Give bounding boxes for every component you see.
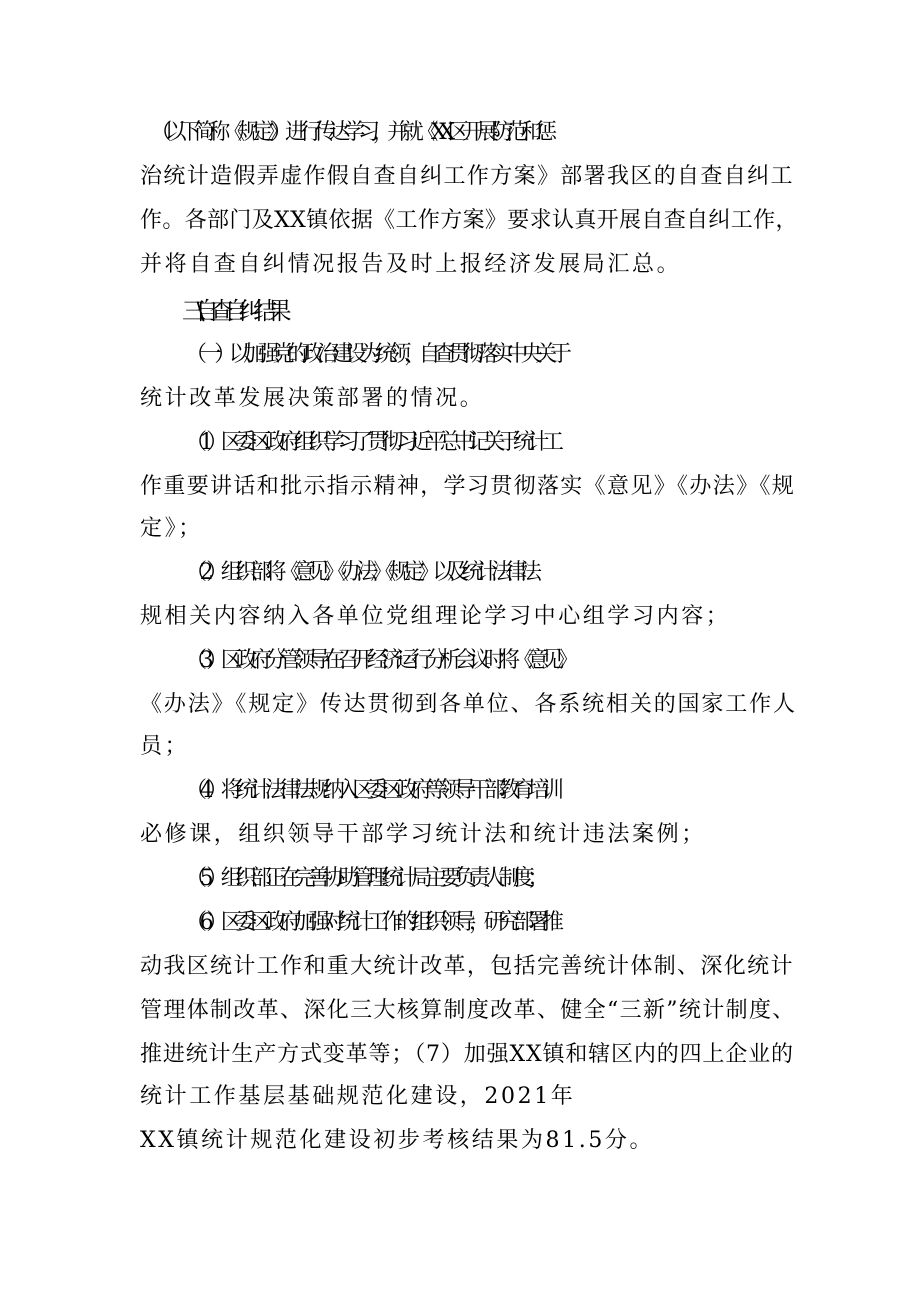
- paragraph-start: （5）组织部正在完善协助管理统计局主要负责人制度；: [185, 866, 542, 891]
- text-line: 作重要讲话和批示指示精神，学习贯彻落实《意见》《办法》《规: [140, 474, 796, 499]
- text-line: 统计改革发展决策部署的情况。: [140, 386, 485, 411]
- text-line: XX镇统计规范化建设初步考核结果为81.5分。: [140, 1128, 655, 1153]
- section-heading: 三\自查自纠结果: [182, 297, 283, 325]
- paragraph-start: （3）区政府分管领导在召开经济运行分析会议时将《意见》: [185, 648, 572, 673]
- text-line: 员；: [140, 734, 190, 759]
- paragraph-start: （一）以加强党的政治建设为统领，自查贯彻落实中央关于: [185, 342, 565, 367]
- text-line: （以下简称《规定》）进行传达学习，并就《XX区开展防范和惩: [150, 120, 550, 145]
- text-line: 规相关内容纳入各单位党组理论学习中心组学习内容；: [140, 604, 731, 629]
- text-line: 作。各部门及XX镇依据《工作方案》要求认真开展自查自纠工作，: [140, 208, 798, 233]
- text-line: 动我区统计工作和重大统计改革，包括完善统计体制、深化统计: [140, 954, 794, 979]
- text-line: 并将自查自纠情况报告及时上报经济发展局汇总。: [140, 252, 682, 277]
- text-line: 推进统计生产方式变革等；（7）加强XX镇和辖区内的四上企业的: [140, 1042, 794, 1067]
- paragraph-start: （6）区委区政府加强对统计工作的组织领导，研究部署推: [185, 910, 557, 935]
- text-line: 必修课，组织领导干部学习统计法和统计违法案例；: [140, 822, 706, 847]
- text-line: 统计工作基层基础规范化建设，2021年: [140, 1084, 576, 1109]
- text-line: 《办法》《规定》传达贯彻到各单位、各系统相关的国家工作人: [140, 692, 797, 717]
- paragraph-start: （2）组织部将《意见》《办法》《规定》以及统计法律法: [185, 560, 535, 585]
- text-line: 治统计造假弄虚作假自查自纠工作方案》部署我区的自查自纠工: [140, 164, 794, 189]
- paragraph-start: （1）区委区政府组织学习了贯彻习近平总书记关于统计工: [185, 430, 557, 455]
- paragraph-start: （4）将统计法律法规纳入区委区政府等领导干部教育培训: [185, 778, 557, 803]
- text-line: 管理体制改革、深化三大核算制度改革、健全“三新”统计制度、: [140, 998, 796, 1023]
- text-line: 定》；: [140, 516, 203, 541]
